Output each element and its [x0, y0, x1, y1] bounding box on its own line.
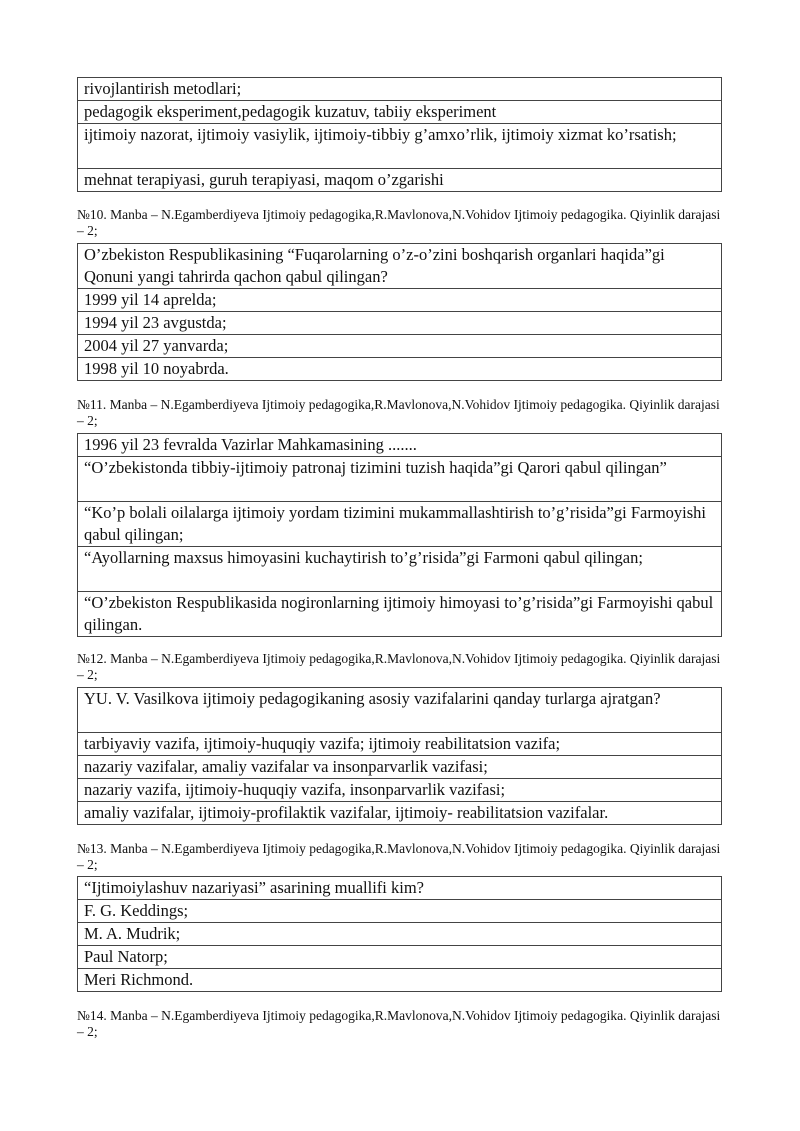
answer-option: 1994 yil 23 avgustda;	[78, 312, 722, 335]
table-row	[78, 312, 722, 335]
question-text: 1996 yil 23 fevralda Vazirlar Mahkamasining .......	[78, 434, 722, 457]
table-row	[78, 802, 722, 825]
question-table	[77, 433, 722, 637]
question-row	[78, 877, 722, 900]
table-row	[78, 457, 722, 502]
question-source-line: №13. Manba – N.Egamberdiyeva Ijtimoiy pedagogika,R.Mavlonova,N.Vohidov Ijtimoiy pedagogika. Qiyinlik darajasi – 2;	[77, 841, 721, 872]
table-row	[78, 756, 722, 779]
question-source-line: №11. Manba – N.Egamberdiyeva Ijtimoiy pedagogika,R.Mavlonova,N.Vohidov Ijtimoiy pedagogika. Qiyinlik darajasi – 2;	[77, 397, 720, 428]
answer-option: nazariy vazifalar, amaliy vazifalar va insonparvarlik vazifasi;	[78, 756, 722, 779]
question-table	[77, 243, 722, 381]
question-text: YU. V. Vasilkova ijtimoiy pedagogikaning asosiy vazifalarini qanday turlarga ajratgan?	[78, 688, 722, 733]
question-source-line: №10. Manba – N.Egamberdiyeva Ijtimoiy pedagogika,R.Mavlonova,N.Vohidov Ijtimoiy pedagogika. Qiyinlik darajasi – 2;	[77, 207, 721, 238]
table-row	[78, 335, 722, 358]
table-row	[78, 78, 722, 101]
question-row	[78, 688, 722, 733]
table-row	[78, 923, 722, 946]
table-row	[78, 289, 722, 312]
answer-option: “O’zbekiston Respublikasida nogironlarning ijtimoiy himoyasi to’g’risida”gi Farmoyishi qabul qilingan.	[78, 592, 722, 637]
answer-option: nazariy vazifa, ijtimoiy-huquqiy vazifa, insonparvarlik vazifasi;	[78, 779, 722, 802]
question-row	[78, 244, 722, 289]
question-row	[78, 434, 722, 457]
answer-option: 1999 yil 14 aprelda;	[78, 289, 722, 312]
answer-option: “Ayollarning maxsus himoyasini kuchaytirish to’g’risida”gi Farmoni qabul qilingan;	[78, 547, 722, 592]
question-table	[77, 876, 722, 992]
answer-option: amaliy vazifalar, ijtimoiy-profilaktik vazifalar, ijtimoiy- reabilitatsion vazifalar.	[78, 802, 722, 825]
answer-option: M. A. Mudrik;	[78, 923, 722, 946]
table-row	[78, 969, 722, 992]
answer-option: Paul Natorp;	[78, 946, 722, 969]
table-row	[78, 779, 722, 802]
table-row	[78, 124, 722, 169]
table-row	[78, 358, 722, 381]
table-cell: rivojlantirish metodlari;	[78, 78, 722, 101]
answer-option: 2004 yil 27 yanvarda;	[78, 335, 722, 358]
answer-table	[77, 77, 722, 192]
table-cell: pedagogik eksperiment,pedagogik kuzatuv, tabiiy eksperiment	[78, 101, 722, 124]
table-row	[78, 101, 722, 124]
table-cell: mehnat terapiyasi, guruh terapiyasi, maqom o’zgarishi	[78, 169, 722, 192]
answer-option: “O’zbekistonda tibbiy-ijtimoiy patronaj tizimini tuzish haqida”gi Qarori qabul qilingan”	[78, 457, 722, 502]
answer-option: tarbiyaviy vazifa, ijtimoiy-huquqiy vazifa; ijtimoiy reabilitatsion vazifa;	[78, 733, 722, 756]
answer-option: 1998 yil 10 noyabrda.	[78, 358, 722, 381]
question-text: “Ijtimoiylashuv nazariyasi” asarining muallifi kim?	[78, 877, 722, 900]
answer-option: “Ko’p bolali oilalarga ijtimoiy yordam tizimini mukammallashtirish to’g’risida”gi Farmoyishi qabul qilingan;	[78, 502, 722, 547]
table-row	[78, 900, 722, 923]
table-row	[78, 733, 722, 756]
question-table	[77, 687, 722, 825]
question-source-line: №12. Manba – N.Egamberdiyeva Ijtimoiy pedagogika,R.Mavlonova,N.Vohidov Ijtimoiy pedagogika. Qiyinlik darajasi – 2;	[77, 651, 721, 682]
table-row	[78, 946, 722, 969]
answer-option: F. G. Keddings;	[78, 900, 722, 923]
table-row	[78, 169, 722, 192]
question-text: O’zbekiston Respublikasining “Fuqarolarning o’z-o’zini boshqarish organlari haqida”gi Qonuni yangi tahrirda qachon qabul qilingan?	[78, 244, 722, 289]
answer-option: Meri Richmond.	[78, 969, 722, 992]
question-source-line: №14. Manba – N.Egamberdiyeva Ijtimoiy pedagogika,R.Mavlonova,N.Vohidov Ijtimoiy pedagogika. Qiyinlik darajasi – 2;	[77, 1008, 721, 1039]
table-row	[78, 547, 722, 592]
table-cell: ijtimoiy nazorat, ijtimoiy vasiylik, ijtimoiy-tibbiy g’amxo’rlik, ijtimoiy xizmat ko’rsatish;	[78, 124, 722, 169]
table-row	[78, 592, 722, 637]
table-row	[78, 502, 722, 547]
